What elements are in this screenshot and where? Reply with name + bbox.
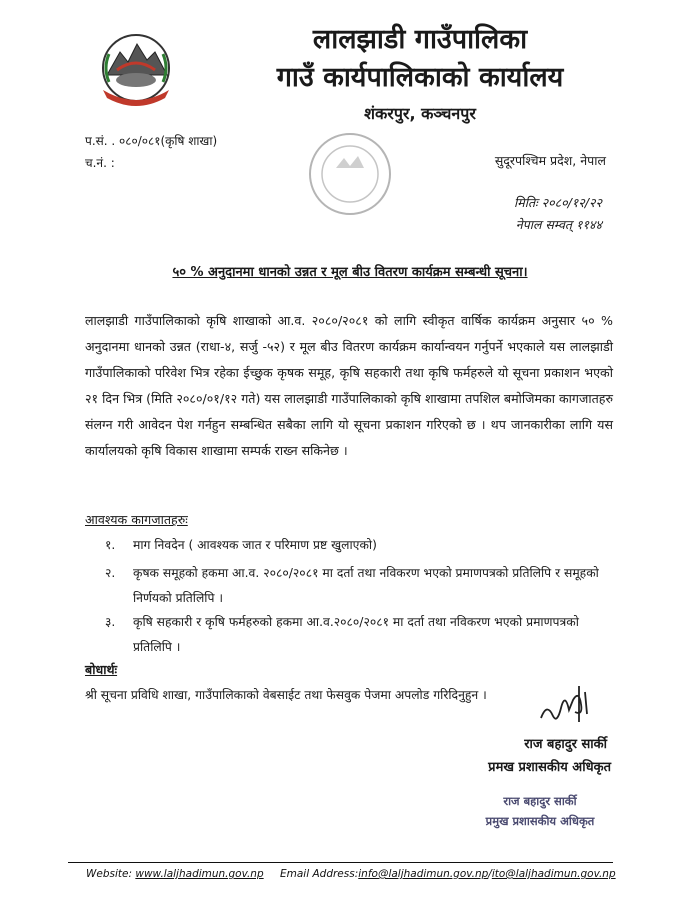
signatory-name: राज बहादुर सार्की <box>524 737 607 752</box>
province-line: सुदूरपश्चिम प्रदेश, नेपाल <box>494 153 606 168</box>
signatory-seal <box>470 780 610 840</box>
notice-body: लालझाडी गाउँपालिकाको कृषि शाखाको आ.व. २०८०/२०८१ को लागि स्वीकृत वार्षिक कार्यक्रम अनुसार ५० % अनुदानमा धानको उन्नत (राधा-४, सर्जु -५२) र मूल बीउ वितरण कार्यक्रम कार्यान्वयन गर्नुपर्ने भएकाले यस लालझाडी गाउँपालिकाको परिवेश भित्र रहेका ईच्छुक कृषक समूह, कृषि सहकारी तथा कृषि फर्महरुले यो सूचना प्रकाशन भएको २१ दिन भित्र (मिति २०८०/०१/१२ गते) यस लालझाडी गाउँपालिकाको कृषि शाखामा तपशिल बमोजिमका कागजातहरु संलग्न गरी आवेदन पेश गर्नहुन सम्बन्धित सबैका लागि यो सूचना प्रकाशन गरिएको छ । थप जानकारीका लागि यस कार्यालयको कृषि विकास शाखामा सम्पर्क राख्न सकिनेछ । <box>85 313 613 458</box>
office-subtitle: गाउँ कार्यपालिकाको कार्यालय <box>276 62 564 93</box>
cc-label: बोधार्थः <box>85 662 118 677</box>
government-emblem <box>95 30 177 108</box>
signatory-title: प्रमख प्रशासकीय अधिकृत <box>488 760 611 775</box>
document-item <box>105 561 613 611</box>
document-number: ३. <box>105 615 116 629</box>
email-link-ito[interactable]: ito@laljhadimun.gov.np <box>491 868 616 880</box>
ps-number <box>85 132 217 149</box>
office-name: लालझाडी गाउँपालिका <box>312 24 528 55</box>
date-nepal-sambat: नेपाल सम्वत् ११४४ <box>515 217 602 232</box>
footer-divider <box>68 862 613 863</box>
seal-title: प्रमुख प्रशासकीय अधिकृत <box>485 814 595 828</box>
website-label: Website: <box>86 868 133 880</box>
document-item <box>105 533 613 558</box>
email-link-info[interactable]: info@laljhadimun.gov.np <box>358 868 489 880</box>
document-number: २. <box>105 566 116 580</box>
footer-email <box>280 868 616 880</box>
documents-label: आवश्यक कागजातहरुः <box>85 512 188 527</box>
email-label: Email Address: <box>280 868 359 880</box>
website-link[interactable]: www.laljhadimun.gov.np <box>135 868 264 880</box>
footer-website <box>86 868 264 880</box>
document-number: १. <box>105 538 116 552</box>
ps-label: प.सं. <box>85 134 108 148</box>
document-item <box>105 610 613 660</box>
seal-name: राज बहादुर सार्की <box>503 794 577 808</box>
notice-heading: ५० % अनुदानमा धानको उन्नत र मूल बीउ वितरण कार्यक्रम सम्बन्धी सूचना। <box>172 265 528 280</box>
document-text: माग निवदेन ( आवश्यक जात र परिमाण प्रष्ट खुलाएको) <box>133 538 377 552</box>
office-stamp <box>300 128 400 220</box>
signature <box>535 682 595 728</box>
cc-text: श्री सूचना प्रविधि शाखा, गाउँपालिकाको वेबसाईट तथा फेसवुक पेजमा अपलोड गरिदिनुहुन । <box>85 688 487 702</box>
office-address: शंकरपुर, कञ्चनपुर <box>364 104 476 123</box>
ps-value: . ०८०/०८१(कृषि शाखा) <box>111 134 218 148</box>
document-text: कृषक समूहको हकमा आ.व. २०८०/२०८१ मा दर्ता तथा नविकरण भएको प्रमाणपत्रको प्रतिलिपि र समूहको निर्णयको प्रतिलिपि । <box>133 566 599 605</box>
date-miti: मितिः २०८०/१२/२२ <box>514 195 602 210</box>
email-separator: / <box>488 868 492 880</box>
document-text: कृषि सहकारी र कृषि फर्महरुको हकमा आ.व.२०८०/२०८१ मा दर्ता तथा नविकरण भएको प्रमाणपत्रको प्रतिलिपि । <box>133 615 579 654</box>
chn-number: च.नं. : <box>85 156 115 170</box>
